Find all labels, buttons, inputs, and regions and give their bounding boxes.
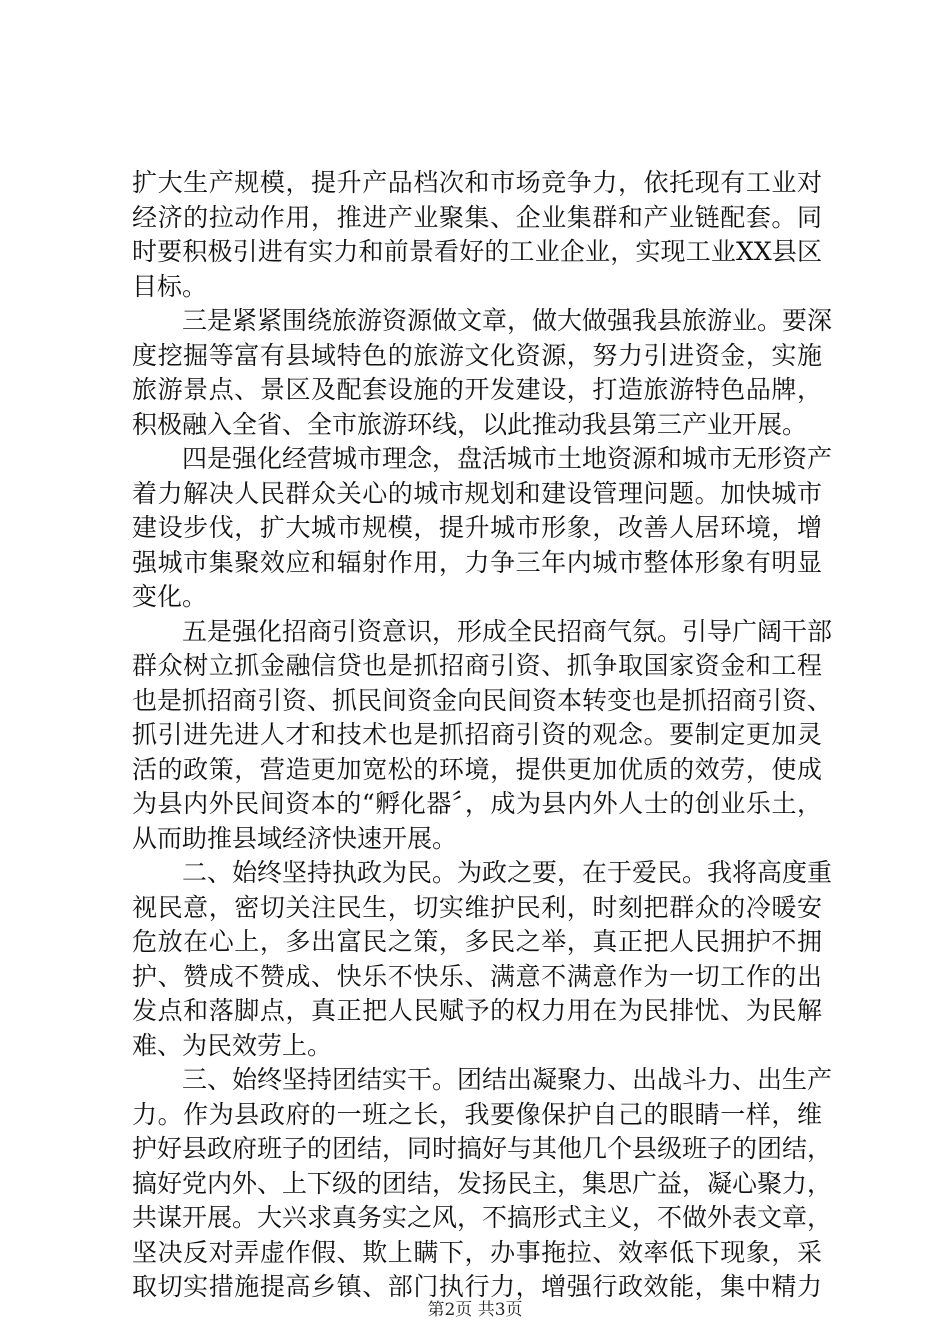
text-line: 四是强化经营城市理念，盘活城市土地资源和城市无形资产 [182, 444, 833, 473]
text-line: 共谋开展。大兴求真务实之风，不搞形式主义，不做外表文章， [132, 1203, 833, 1232]
text-line: 难、为民效劳上。 [132, 1030, 333, 1060]
text-line: 护好县政府班子的团结，同时搞好与其他几个县级班子的团结， [132, 1134, 833, 1163]
text-line: 活的政策，营造更加宽松的环境，提供更加优质的效劳，使成 [132, 754, 822, 784]
text-line: 也是抓招商引资、抓民间资金向民间资本转变也是抓招商引资、 [132, 685, 833, 715]
text-line: 抓引进先进人才和技术也是抓招商引资的观念。要制定更加灵 [132, 720, 822, 749]
text-line: 为县内外民间资本的“孵化器〞，成为县内外人士的创业乐土， [132, 789, 822, 818]
text-line: 度挖掘等富有县域特色的旅游文化资源，努力引进资金，实施 [132, 340, 822, 370]
text-line: 三、始终坚持团结实干。团结出凝聚力、出战斗力、出生产 [182, 1065, 833, 1094]
text-line: 二、始终坚持执政为民。为政之要，在于爱民。我将高度重 [182, 858, 833, 887]
text-line: 时要积极引进有实力和前景看好的工业企业，实现工业XX县区 [132, 237, 822, 266]
text-line: 强城市集聚效应和辐射作用，力争三年内城市整体形象有明显 [132, 547, 822, 577]
text-line: 着力解决人民群众关心的城市规划和建设管理问题。加快城市 [132, 478, 822, 508]
text-line: 从而助推县域经济快速开展。 [132, 823, 458, 853]
text-line: 搞好党内外、上下级的团结，发扬民主，集思广益，凝心聚力， [132, 1168, 833, 1198]
page-footer: 第2页 共3页 [427, 1300, 523, 1320]
text-line: 变化。 [132, 582, 208, 611]
document-body [132, 166, 833, 1305]
text-line: 群众树立抓金融信贷也是抓招商引资、抓争取国家资金和工程 [132, 651, 822, 680]
text-line: 三是紧紧围绕旅游资源做文章，做大做强我县旅游业。要深 [182, 306, 833, 335]
text-line: 积极融入全省、全市旅游环线，以此推动我县第三产业开展。 [132, 409, 808, 439]
text-line: 建设步伐，扩大城市规模，提升城市形象，改善人居环境，增 [132, 513, 822, 542]
text-line: 经济的拉动作用，推进产业聚集、企业集群和产业链配套。同 [132, 202, 822, 232]
text-line: 取切实措施提高乡镇、部门执行力，增强行政效能，集中精力 [132, 1272, 822, 1301]
text-line: 视民意，密切关注民生，切实维护民利，时刻把群众的冷暖安 [132, 892, 822, 922]
text-line: 目标。 [132, 271, 208, 301]
text-line: 危放在心上，多出富民之策，多民之举，真正把人民拥护不拥 [132, 927, 822, 956]
text-line: 坚决反对弄虚作假、欺上瞒下，办事拖拉、效率低下现象，采 [132, 1237, 822, 1267]
text-line: 护、赞成不赞成、快乐不快乐、满意不满意作为一切工作的出 [132, 961, 822, 991]
text-line: 旅游景点、景区及配套设施的开发建设，打造旅游特色品牌， [132, 375, 822, 404]
text-line: 发点和落脚点，真正把人民赋予的权力用在为民排忧、为民解 [132, 996, 822, 1025]
text-line: 力。作为县政府的一班之长，我要像保护自己的眼睛一样，维 [132, 1099, 822, 1129]
text-line: 扩大生产规模，提升产品档次和市场竞争力，依托现有工业对 [132, 168, 822, 197]
text-line: 五是强化招商引资意识，形成全民招商气氛。引导广阔干部 [182, 616, 833, 646]
